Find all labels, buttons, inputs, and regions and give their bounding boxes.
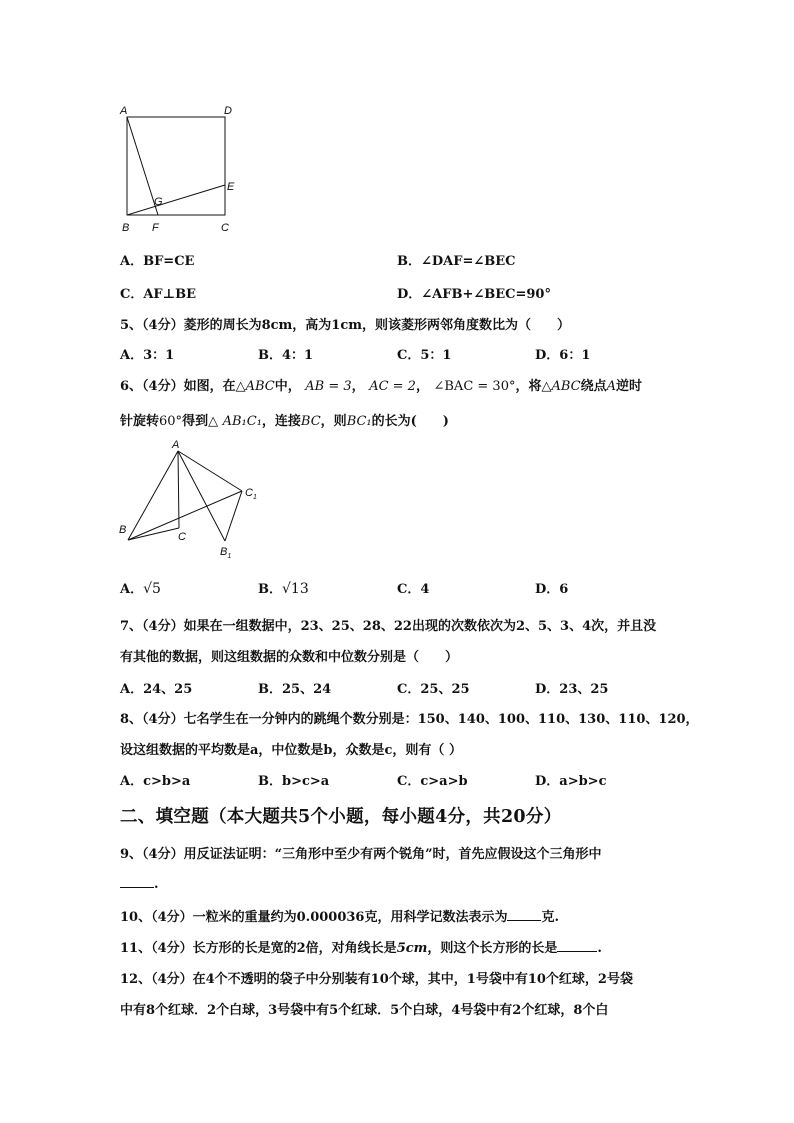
- label-c1: $C_1$: [245, 487, 257, 501]
- q4-option-d: D．∠AFB+∠BEC=90°: [397, 287, 551, 302]
- q11-end: .: [597, 941, 602, 956]
- q6-point-a: A: [606, 379, 617, 394]
- label-b: B: [119, 524, 127, 536]
- q4-option-c: C．AF⊥BE: [120, 287, 197, 302]
- label-a: A: [120, 105, 128, 117]
- q6-option-a-value: √5: [143, 581, 161, 597]
- q5-option-c: C．5：1: [397, 348, 452, 363]
- q6-line1: 6、（4分）如图，在△ABC中， AB = 3， AC = 2， ∠BAC = 30°，将△ABC绕点A逆时: [120, 379, 643, 394]
- q12-line1: 12、（4分）在4个不透明的袋子中分别装有10个球，其中，1号袋中有10个红球，2号袋: [120, 972, 633, 987]
- q10-after: 克.: [541, 910, 560, 925]
- q6-option-c-label: C．: [397, 582, 421, 597]
- q9-line1: 9、（4分）用反证法证明：“三角形中至少有两个锐角”时，首先应假设这个三角形中: [120, 847, 602, 862]
- label-c: C: [178, 531, 186, 543]
- q7-line1: 7、（4分）如果在一组数据中，23、25、28、22出现的次数依次为2、5、3、4次，并且没: [120, 619, 657, 634]
- q6-mid: 中，: [274, 379, 301, 394]
- q6-option-b: [258, 578, 309, 597]
- q6-line2-b: 得到△: [182, 414, 219, 429]
- segment-ab1: [178, 451, 225, 541]
- segment-ac1: [178, 451, 242, 491]
- rotation-figure: [112, 436, 272, 564]
- segment-b1c1: [225, 491, 242, 541]
- q8-option-d: D．a>b>c: [535, 774, 607, 789]
- q6-option-d-label: D．: [535, 582, 560, 597]
- q6-option-a-label: A．: [120, 582, 144, 597]
- q6-triangle-ab1c1: AB₁C₁: [222, 414, 262, 429]
- q6-tail1: ，将: [515, 379, 542, 394]
- q6-triangle-abc-2: △ABC: [541, 379, 581, 394]
- q6-option-d: [535, 578, 568, 597]
- label-a: A: [172, 439, 180, 451]
- segment-bc: [128, 528, 179, 540]
- q5-stem: 5、（4分）菱形的周长为8cm，高为1cm，则该菱形两邻角度数比为（ ）: [120, 318, 571, 333]
- q4-option-b: B．∠DAF=∠BEC: [397, 254, 516, 269]
- q6-angle-60: 60°: [159, 414, 183, 429]
- q5-option-a: A．3：1: [120, 348, 175, 363]
- q7-line2: 有其他的数据，则这组数据的众数和中位数分别是（ ）: [120, 650, 459, 665]
- q10-before: 10、（4分）一粒米的重量约为0.000036克，用科学记数法表示为: [120, 910, 508, 925]
- q10-line: [120, 906, 559, 925]
- q6-option-d-value: 6: [559, 582, 569, 597]
- q7-option-d: D．23、25: [535, 682, 609, 697]
- q6-option-c-value: 4: [420, 582, 430, 597]
- q8-option-c: C．c>a>b: [397, 774, 468, 789]
- label-b: B: [122, 222, 130, 234]
- q10-answer-blank: [507, 907, 541, 921]
- q6-tail2: 绕点: [580, 379, 607, 394]
- label-d: D: [224, 105, 232, 117]
- q7-option-a: A．24、25: [120, 682, 193, 697]
- q6-line2: [120, 410, 449, 429]
- q6-angle-bac: ∠BAC = 30°: [433, 379, 516, 394]
- q8-option-b: B．b>c>a: [258, 774, 330, 789]
- label-c: C: [221, 222, 229, 234]
- label-f: F: [152, 222, 159, 234]
- segment-ab: [128, 451, 178, 540]
- q9-period: .: [154, 877, 159, 892]
- q9-answer-blank: [120, 874, 154, 888]
- q6-line2-e: 的长为( ): [371, 414, 449, 429]
- q6-option-a: [120, 578, 161, 597]
- q6-option-b-value: √13: [282, 581, 309, 597]
- q6-option-c: [397, 578, 429, 597]
- q5-option-b: B．4：1: [258, 348, 314, 363]
- q6-ab-eq: AB = 3: [305, 379, 352, 394]
- q6-bc1: BC₁: [346, 414, 372, 429]
- q6-triangle-abc: △ABC: [235, 379, 275, 394]
- q11-answer-blank: [557, 938, 597, 952]
- q8-line1: 8、（4分）七名学生在一分钟内的跳绳个数分别是：150、140、100、110、130、110、120，: [120, 712, 699, 727]
- q6-line2-c: ，连接: [261, 414, 301, 429]
- q4-option-a: A．BF=CE: [120, 254, 195, 269]
- q7-option-b: B．25、24: [258, 682, 332, 697]
- q8-option-a: A．c>b>a: [120, 774, 191, 789]
- label-g: G: [154, 196, 163, 208]
- section-heading: 二、填空题（本大题共5个小题，每小题4分，共20分）: [120, 807, 562, 827]
- q6-prefix: 6、（4分）如图，在: [120, 379, 236, 394]
- q6-line2-d: ，则: [320, 414, 347, 429]
- q6-ac-eq: AC = 2: [369, 379, 416, 394]
- q7-option-c: C．25、25: [397, 682, 470, 697]
- square-figure: [112, 100, 252, 238]
- q11-diagonal: 5cm: [396, 941, 428, 956]
- q11-before: 11、（4分）长方形的长是宽的2倍，对角线长是: [120, 941, 397, 956]
- label-e: E: [227, 181, 235, 193]
- q11-mid: ，则这个长方形的长是: [427, 941, 558, 956]
- segment-ac: [178, 451, 179, 528]
- q5-option-d: D．6：1: [535, 348, 591, 363]
- q6-end: 逆时: [616, 379, 643, 394]
- segment-be: [127, 185, 225, 215]
- q8-line2: 设这组数据的平均数是a，中位数是b，众数是c，则有（ ）: [120, 743, 462, 758]
- q6-bc: BC: [300, 414, 321, 429]
- q6-line2-a: 针旋转: [120, 414, 160, 429]
- q12-line2: 中有8个红球．2个白球，3号袋中有5个红球．5个白球，4号袋中有2个红球，8个白: [120, 1003, 609, 1018]
- q9-line2: [120, 874, 159, 892]
- label-b1: $B_1$: [220, 546, 232, 560]
- q11-line: [120, 937, 602, 956]
- q6-option-b-label: B．: [258, 582, 282, 597]
